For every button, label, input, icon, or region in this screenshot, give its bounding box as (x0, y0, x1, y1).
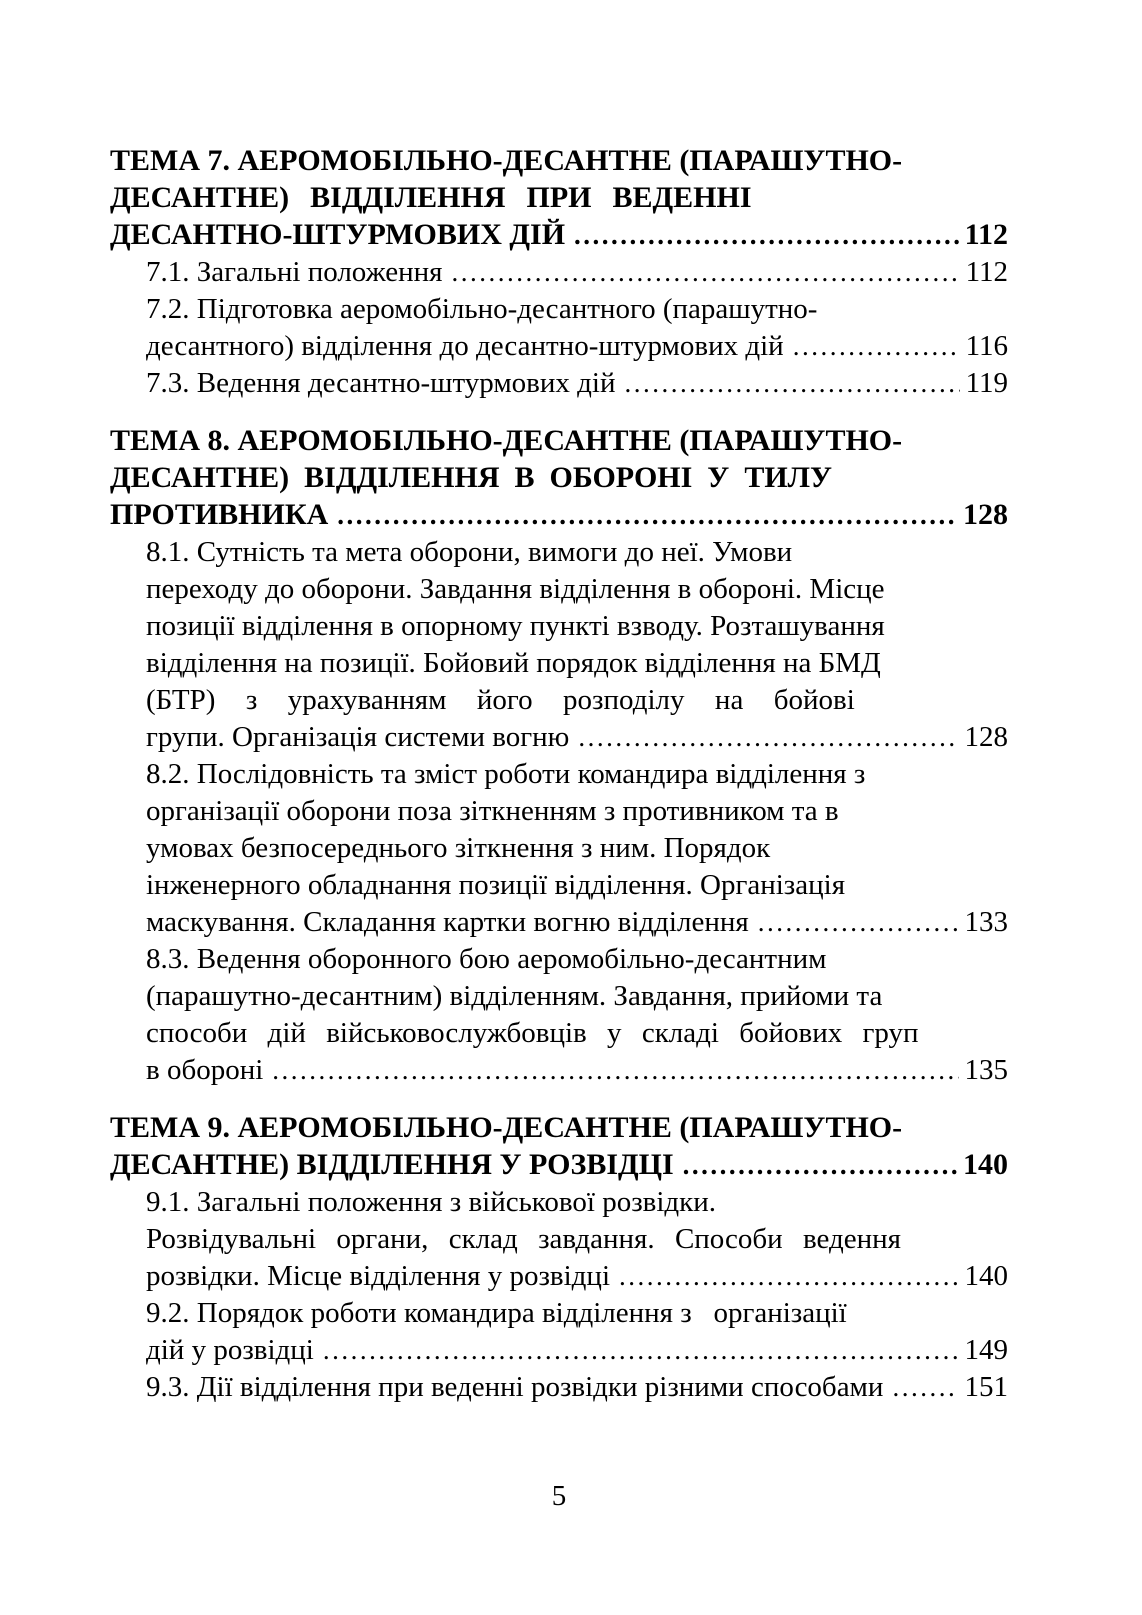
toc-entry (110, 904, 1008, 941)
toc-entry (110, 254, 1008, 291)
page-number: 140 (964, 1260, 1008, 1292)
page-number: 119 (965, 367, 1008, 399)
toc-entry-line: Розвідувальні органи, склад завдання. Способи ведення (146, 1223, 901, 1255)
page-number: 128 (964, 721, 1008, 753)
toc-heading-line: ТЕМА 8. АЕРОМОБІЛЬНО-ДЕСАНТНЕ (ПАРАШУТНО- (110, 424, 903, 457)
dot-leader (758, 904, 959, 941)
page-number: 133 (964, 906, 1008, 938)
toc-entry-line: способи дій військовослужбовців у складі бойових груп (146, 1017, 919, 1049)
toc-heading-entry (110, 496, 1008, 534)
page-number: 128 (963, 498, 1008, 531)
toc-entry-text: дій у розвідці (146, 1334, 314, 1366)
toc-entry-text: 7.3. Ведення десантно-штурмових дій (146, 367, 616, 399)
toc-entry-line: умовах безпосереднього зіткнення з ним. Порядок (146, 832, 771, 864)
toc-entry (110, 1258, 1008, 1295)
toc-entry-line: (БТР) з урахуванням його розподілу на бойові (146, 684, 855, 716)
toc-entry-text: розвідки. Місце відділення у розвідці (146, 1260, 610, 1292)
section-tema-9 (110, 1109, 1008, 1406)
page-number: 112 (965, 256, 1008, 288)
toc-entry (110, 1369, 1008, 1406)
toc-entry-line: 8.1. Сутність та мета оборони, вимоги до неї. Умови (146, 536, 793, 568)
toc-entry-line: (парашутно-десантним) відділенням. Завдання, прийоми та (146, 980, 883, 1012)
page-number: 140 (963, 1148, 1008, 1181)
toc-entry-text: маскування. Складання картки вогню відділення (146, 906, 749, 938)
dot-leader (619, 1258, 959, 1295)
footer-page-number: 5 (551, 1480, 567, 1512)
toc-entry-line: організації оборони поза зіткненням з противником та в (146, 795, 839, 827)
section-tema-8 (110, 422, 1008, 1089)
toc-entry-text: групи. Організація системи вогню (146, 721, 570, 753)
toc-entry (110, 1052, 1008, 1089)
toc-heading-line: ДЕСАНТНЕ) ВІДДІЛЕННЯ ПРИ ВЕДЕННІ (110, 181, 752, 214)
dot-leader (793, 328, 960, 365)
toc-entry (110, 365, 1008, 402)
section-tema-7 (110, 142, 1008, 402)
dot-leader (452, 254, 960, 291)
toc-entry-text: ПРОТИВНИКА (110, 498, 329, 531)
toc-entry-line: 7.2. Підготовка аеромобільно-десантного (парашутно- (146, 293, 818, 325)
toc-heading-line: ТЕМА 9. АЕРОМОБІЛЬНО-ДЕСАНТНЕ (ПАРАШУТНО- (110, 1111, 903, 1144)
toc-entry-text: в обороні (146, 1054, 264, 1086)
dot-leader (892, 1369, 958, 1406)
toc-entry-line: 8.3. Ведення оборонного бою аеромобільно-десантним (146, 943, 827, 975)
dot-leader (574, 217, 959, 254)
toc-entry-text: ДЕСАНТНЕ) ВІДДІЛЕННЯ У РОЗВІДЦІ (110, 1148, 674, 1181)
toc-entry-line: інженерного обладнання позиції відділення. Організація (146, 869, 846, 901)
toc-heading-line: ТЕМА 7. АЕРОМОБІЛЬНО-ДЕСАНТНЕ (ПАРАШУТНО- (110, 144, 903, 177)
dot-leader (624, 365, 959, 402)
page-number: 112 (964, 218, 1008, 251)
page-number: 116 (965, 330, 1008, 362)
dot-leader (578, 719, 958, 756)
dot-leader (683, 1147, 957, 1184)
page-number: 149 (964, 1334, 1008, 1366)
toc-entry-text: 9.3. Дії відділення при веденні розвідки різними способами (146, 1371, 884, 1403)
toc-heading-entry (110, 1146, 1008, 1184)
dot-leader (272, 1052, 958, 1089)
dot-leader (337, 497, 957, 534)
page-number: 135 (964, 1054, 1008, 1086)
toc-entry-line: 9.2. Порядок роботи командира відділення з організації (146, 1297, 847, 1329)
dot-leader (323, 1332, 959, 1369)
toc-entry-line: 9.1. Загальні положення з військової розвідки. (146, 1186, 717, 1218)
toc-entry (110, 719, 1008, 756)
page-number: 151 (964, 1371, 1008, 1403)
toc-heading-entry (110, 216, 1008, 254)
toc-entry (110, 328, 1008, 365)
table-of-contents (110, 142, 1008, 1406)
toc-entry-text: десантного) відділення до десантно-штурмових дій (146, 330, 784, 362)
toc-entry-line: переходу до оборони. Завдання відділення в обороні. Місце (146, 573, 885, 605)
toc-entry-text: 7.1. Загальні положення (146, 256, 443, 288)
toc-entry (110, 1332, 1008, 1369)
toc-entry-line: позиції відділення в опорному пункті взводу. Розташування (146, 610, 885, 642)
toc-entry-line: 8.2. Послідовність та зміст роботи командира відділення з (146, 758, 866, 790)
toc-heading-line: ДЕСАНТНЕ) ВІДДІЛЕННЯ В ОБОРОНІ У ТИЛУ (110, 461, 833, 494)
toc-entry-text: ДЕСАНТНО-ШТУРМОВИХ ДІЙ (110, 218, 566, 251)
toc-entry-line: відділення на позиції. Бойовий порядок відділення на БМД (146, 647, 881, 679)
